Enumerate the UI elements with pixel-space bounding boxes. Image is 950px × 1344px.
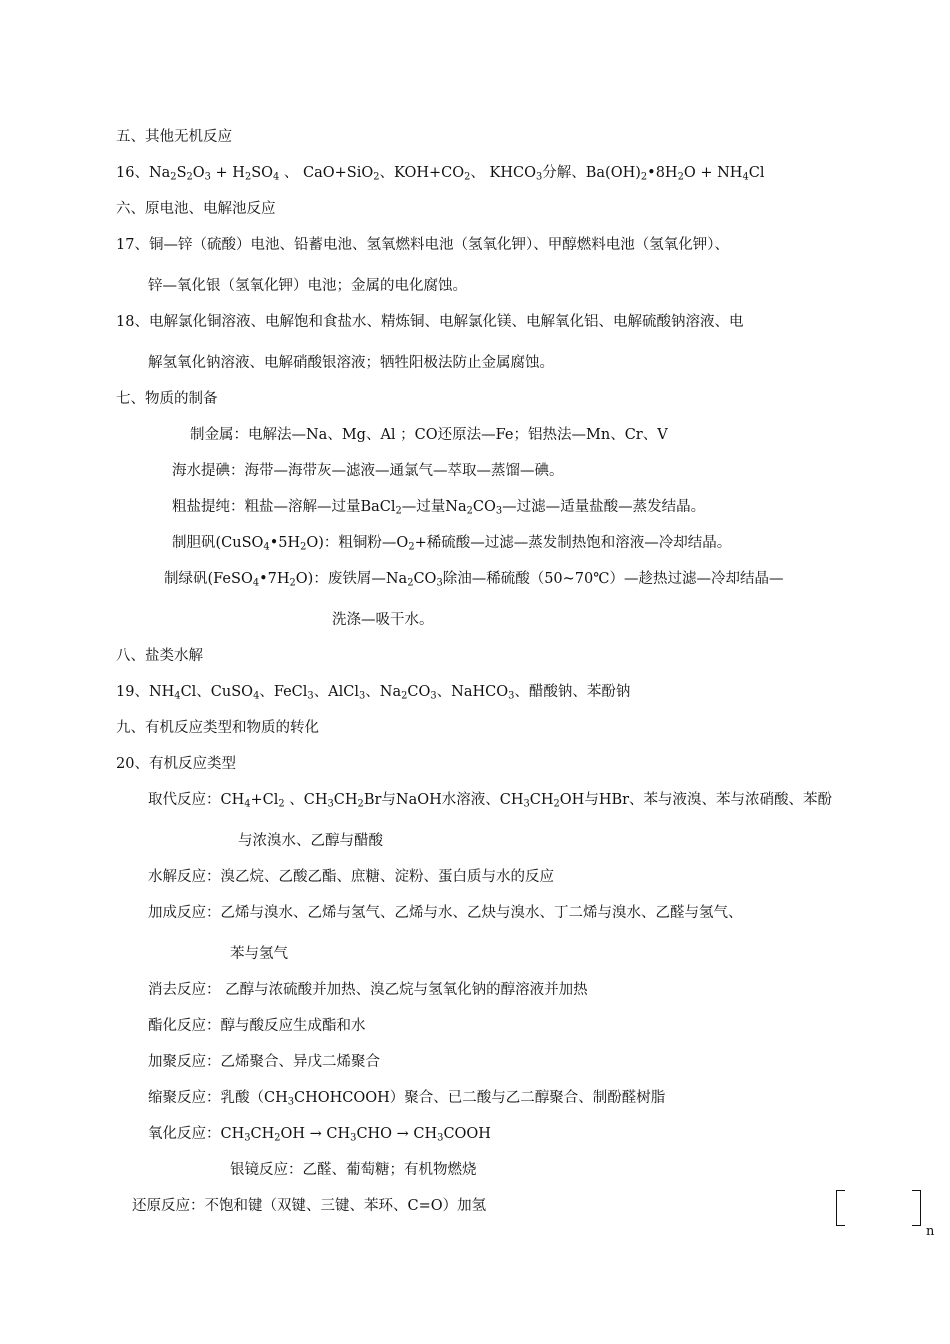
org-reduction: 还原反应：不饱和键（双键、三键、苯环、C=O）加氢 bbox=[132, 1198, 487, 1214]
org-esterification: 酯化反应：醇与酸反应生成酯和水 bbox=[148, 1018, 366, 1034]
line-18b: 解氢氧化钠溶液、电解硝酸银溶液；牺牲阳极法防止金属腐蚀。 bbox=[148, 355, 554, 371]
corner-n-mark: n bbox=[926, 1224, 935, 1239]
line-18a: 18、电解氯化铜溶液、电解饱和食盐水、精炼铜、电解氯化镁、电解氧化铝、电解硫酸钠溶液、电 bbox=[116, 314, 744, 330]
org-addition: 加成反应：乙烯与溴水、乙烯与氢气、乙烯与水、乙炔与溴水、丁二烯与溴水、乙醛与氢气、 bbox=[148, 905, 743, 921]
line-17b: 锌—氧化银（氢氧化钾）电池；金属的电化腐蚀。 bbox=[148, 278, 467, 294]
line-17a: 17、铜—锌（硫酸）电池、铅蓄电池、氢氧燃料电池（氢氧化钾）、甲醇燃料电池（氢氧化钾）、 bbox=[116, 237, 729, 253]
prep-salt: 粗盐提纯：粗盐—溶解—过量BaCl$_2$—过量$Na_2CO_3—$过滤—适量盐酸—蒸发结晶。 bbox=[172, 499, 706, 517]
prep-bluevitriol: 制胆矾$(CuSO_4•5H_2O)$：粗铜粉$—O_2+$稀硫酸—过滤—蒸发制热饱和溶液—冷却结晶。 bbox=[172, 535, 732, 553]
section-9-heading: 九、有机反应类型和物质的转化 bbox=[116, 720, 319, 736]
org-substitution: 取代反应：$CH_4+Cl_2$ 、$CH_3CH_2Br$与NaOH水溶液、$CH_3CH_2OH$与HBr、苯与液溴、苯与浓硝酸、苯酚 bbox=[148, 792, 833, 810]
prep-greenvitriol: 制绿矾$(FeSO_4•7H_2O)$：废铁屑$—Na_2CO_3$除油—稀硫酸（50~70℃）—趁热过滤—冷却结晶— bbox=[164, 571, 784, 589]
section-8-heading: 八、盐类水解 bbox=[116, 648, 203, 664]
org-elimination: 消去反应： 乙醇与浓硫酸并加热、溴乙烷与氢氧化钠的醇溶液并加热 bbox=[148, 982, 588, 998]
section-7-heading: 七、物质的制备 bbox=[116, 391, 218, 407]
org-substitution-cont: 与浓溴水、乙醇与醋酸 bbox=[238, 833, 383, 849]
section-5-heading: 五、其他无机反应 bbox=[116, 129, 232, 145]
prep-greenvitriol-cont: 洗涤—吸干水。 bbox=[332, 612, 434, 628]
org-addition-polymerization: 加聚反应：乙烯聚合、异戊二烯聚合 bbox=[148, 1054, 380, 1070]
line-16: 16、$Na_2S_2O_3 + H_2SO_4$ 、 CaO+SiO$_2$、$KOH+CO_2$、 $KHCO_3$分解、$Ba(OH)_2•8H_2O + NH_4Cl$ bbox=[116, 165, 765, 183]
org-addition-cont: 苯与氢气 bbox=[230, 946, 288, 962]
line-19: 19、$NH_4Cl$、CuSO$_4$、FeCl$_3$、AlCl$_3$、$Na_2CO_3$、NaHCO$_3$、醋酸钠、苯酚钠 bbox=[116, 684, 631, 702]
section-6-heading: 六、原电池、电解池反应 bbox=[116, 201, 276, 217]
org-condensation: 缩聚反应：乳酸$(CH_3CHOHCOOH)$聚合、已二酸与乙二醇聚合、制酚醛树脂 bbox=[148, 1090, 666, 1108]
org-hydrolysis: 水解反应：溴乙烷、乙酸乙酯、庶糖、淀粉、蛋白质与水的反应 bbox=[148, 869, 554, 885]
right-bracket-mark bbox=[912, 1190, 921, 1226]
prep-metal: 制金属：电解法—Na、Mg、Al ；CO还原法—Fe；铝热法—Mn、Cr、V bbox=[190, 427, 668, 443]
org-silver-mirror: 银镜反应：乙醛、葡萄糖；有机物燃烧 bbox=[230, 1162, 477, 1178]
left-bracket-mark bbox=[836, 1190, 845, 1226]
line-20-heading: 20、有机反应类型 bbox=[116, 756, 236, 772]
org-oxidation: 氧化反应：$CH_3CH_2OH \to CH_3CHO$ → $CH_3COOH$ bbox=[148, 1126, 491, 1144]
prep-iodine: 海水提碘：海带—海带灰—滤液—通氯气—萃取—蒸馏—碘。 bbox=[172, 463, 564, 479]
